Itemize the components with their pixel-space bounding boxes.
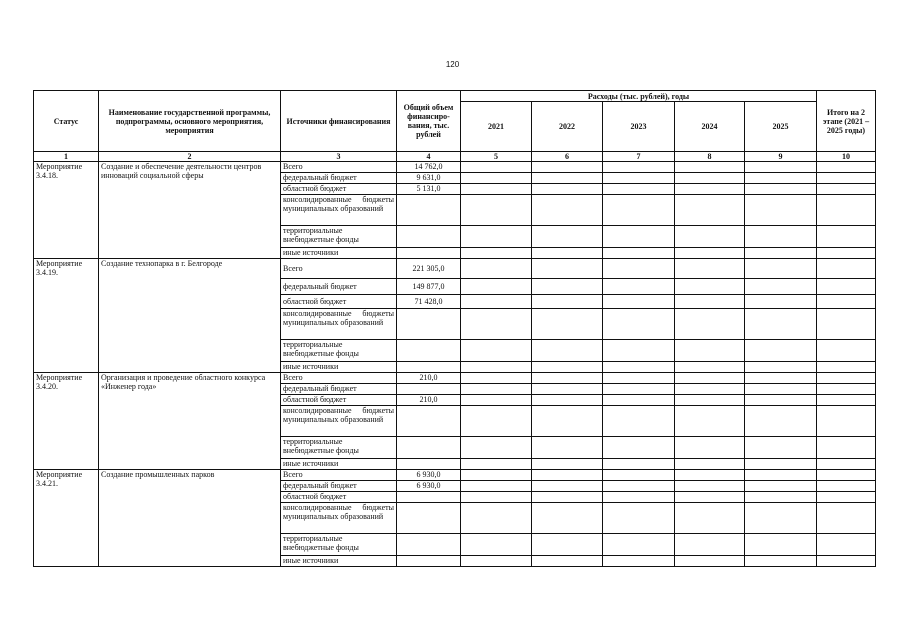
source-label: консолидированные бюджеты муниципальных образований xyxy=(281,406,397,437)
source-label: областной бюджет xyxy=(281,184,397,195)
table-row xyxy=(34,373,876,384)
source-label: федеральный бюджет xyxy=(281,384,397,395)
measure-name: Организация и проведение областного конкурса «Инженер года» xyxy=(99,373,281,470)
total-value xyxy=(397,406,461,437)
total-value: 210,0 xyxy=(397,373,461,384)
total-value: 14 762,0 xyxy=(397,162,461,173)
total-value xyxy=(397,309,461,340)
column-number: 6 xyxy=(532,152,603,162)
source-label: иные источники xyxy=(281,556,397,567)
source-label: областной бюджет xyxy=(281,295,397,309)
total-value xyxy=(397,556,461,567)
source-label: Всего xyxy=(281,259,397,279)
total-value: 5 131,0 xyxy=(397,184,461,195)
source-label: федеральный бюджет xyxy=(281,481,397,492)
measure-status: Мероприятие 3.4.21. xyxy=(34,470,99,567)
measure-name: Создание промышленных парков xyxy=(99,470,281,567)
header-year: 2023 xyxy=(603,102,675,152)
total-value: 149 877,0 xyxy=(397,279,461,295)
header-stage-total: Итого на 2 этапе (2021 – 2025 годы) xyxy=(817,91,876,152)
total-value xyxy=(397,459,461,470)
budget-table xyxy=(33,90,876,567)
source-label: территориальные внебюджетные фонды xyxy=(281,226,397,248)
page-number: 120 xyxy=(445,60,460,69)
total-value: 71 428,0 xyxy=(397,295,461,309)
total-value: 221 305,0 xyxy=(397,259,461,279)
measure-name: Создание и обеспечение деятельности центров инноваций социальной сферы xyxy=(99,162,281,259)
total-value xyxy=(397,248,461,259)
total-value: 210,0 xyxy=(397,395,461,406)
column-number: 10 xyxy=(817,152,876,162)
source-label: иные источники xyxy=(281,459,397,470)
total-value: 6 930,0 xyxy=(397,470,461,481)
source-label: федеральный бюджет xyxy=(281,279,397,295)
source-label: Всего xyxy=(281,470,397,481)
total-value xyxy=(397,534,461,556)
column-number: 7 xyxy=(603,152,675,162)
total-value xyxy=(397,226,461,248)
column-number: 2 xyxy=(99,152,281,162)
measure-block xyxy=(34,162,876,259)
column-number: 5 xyxy=(461,152,532,162)
source-label: территориальные внебюджетные фонды xyxy=(281,340,397,362)
header-expenses: Расходы (тыс. рублей), годы xyxy=(461,91,817,102)
column-number: 3 xyxy=(281,152,397,162)
measure-status: Мероприятие 3.4.18. xyxy=(34,162,99,259)
table-row xyxy=(34,259,876,279)
source-label: консолидированные бюджеты муниципальных образований xyxy=(281,309,397,340)
total-value xyxy=(397,340,461,362)
column-number: 9 xyxy=(745,152,817,162)
header-sources: Источники финансирования xyxy=(281,91,397,152)
source-label: территориальные внебюджетные фонды xyxy=(281,534,397,556)
source-label: иные источники xyxy=(281,362,397,373)
total-value xyxy=(397,384,461,395)
header-year: 2022 xyxy=(532,102,603,152)
column-number: 4 xyxy=(397,152,461,162)
measure-status: Мероприятие 3.4.20. xyxy=(34,373,99,470)
source-label: иные источники xyxy=(281,248,397,259)
total-value: 6 930,0 xyxy=(397,481,461,492)
total-value xyxy=(397,437,461,459)
source-label: территориальные внебюджетные фонды xyxy=(281,437,397,459)
total-value xyxy=(397,492,461,503)
measure-name: Создание технопарка в г. Белгороде xyxy=(99,259,281,373)
header-total: Общий объем финансиро-вания, тыс. рублей xyxy=(397,91,461,152)
source-label: областной бюджет xyxy=(281,492,397,503)
column-number: 8 xyxy=(675,152,745,162)
total-value xyxy=(397,195,461,226)
total-value xyxy=(397,362,461,373)
source-label: Всего xyxy=(281,162,397,173)
source-label: федеральный бюджет xyxy=(281,173,397,184)
source-label: консолидированные бюджеты муниципальных образований xyxy=(281,195,397,226)
measure-status: Мероприятие 3.4.19. xyxy=(34,259,99,373)
header-status: Статус xyxy=(34,91,99,152)
total-value: 9 631,0 xyxy=(397,173,461,184)
measure-block xyxy=(34,373,876,470)
measure-block xyxy=(34,259,876,373)
total-value xyxy=(397,503,461,534)
header-name: Наименование государственной программы, подпрограммы, основного мероприятия, мероприятия xyxy=(99,91,281,152)
column-number: 1 xyxy=(34,152,99,162)
table-row xyxy=(34,162,876,173)
header-year: 2025 xyxy=(745,102,817,152)
measure-block xyxy=(34,470,876,567)
source-label: консолидированные бюджеты муниципальных образований xyxy=(281,503,397,534)
table-row xyxy=(34,470,876,481)
source-label: областной бюджет xyxy=(281,395,397,406)
header-year: 2024 xyxy=(675,102,745,152)
source-label: Всего xyxy=(281,373,397,384)
header-year: 2021 xyxy=(461,102,532,152)
